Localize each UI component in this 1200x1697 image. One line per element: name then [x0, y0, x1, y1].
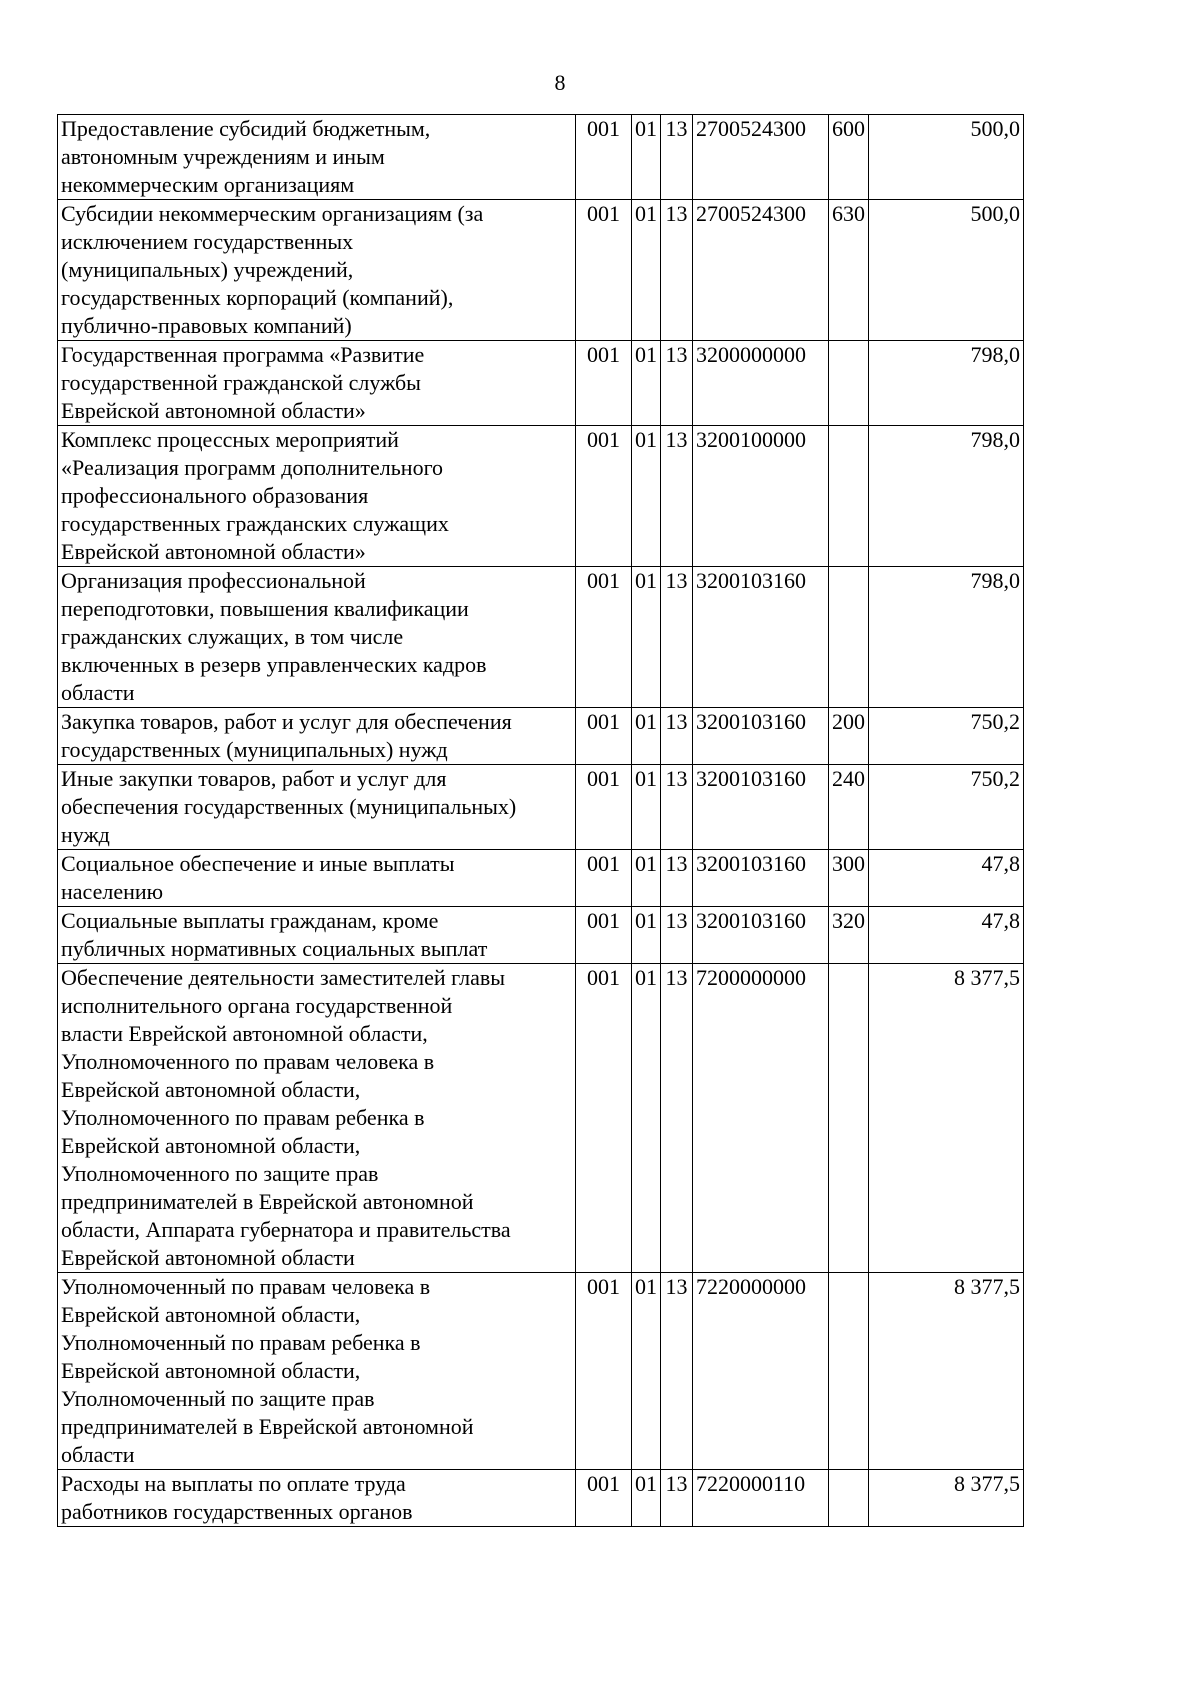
table-row — [58, 765, 1024, 850]
amount-cell: 47,8 — [869, 850, 1024, 907]
table-row — [58, 200, 1024, 341]
subsection-code-cell: 13 — [661, 964, 693, 1273]
section-code-cell: 01 — [632, 341, 661, 426]
expense-type-code-cell — [829, 426, 869, 567]
target-item-code-cell: 3200103160 — [693, 850, 829, 907]
row-name-cell: Закупка товаров, работ и услуг для обеспечения государственных (муниципальных) нужд — [58, 708, 576, 765]
row-name-cell: Иные закупки товаров, работ и услуг для обеспечения государственных (муниципальных) нужд — [58, 765, 576, 850]
section-code-cell: 01 — [632, 115, 661, 200]
section-code-cell: 01 — [632, 426, 661, 567]
amount-cell: 750,2 — [869, 765, 1024, 850]
section-code-cell: 01 — [632, 850, 661, 907]
expense-type-code-cell — [829, 567, 869, 708]
table-row — [58, 964, 1024, 1273]
subsection-code-cell: 13 — [661, 115, 693, 200]
page-number: 8 — [554, 70, 566, 95]
subsection-code-cell: 13 — [661, 708, 693, 765]
subsection-code-cell: 13 — [661, 1273, 693, 1470]
target-item-code-cell: 3200103160 — [693, 567, 829, 708]
row-name-cell: Субсидии некоммерческим организациям (за исключением государственных (муниципальных) учреждений, государственных корпораций (компаний), публично-правовых компаний) — [58, 200, 576, 341]
target-item-code-cell: 3200103160 — [693, 765, 829, 850]
budget-table — [57, 114, 1024, 1527]
row-name-cell: Организация профессиональной переподготовки, повышения квалификации гражданских служащих, в том числе включенных в резерв управленческих кадров области — [58, 567, 576, 708]
row-name-cell: Комплекс процессных мероприятий «Реализация программ дополнительного профессионального образования государственных гражданских служащих Еврейской автономной области» — [58, 426, 576, 567]
grbs-code-cell: 001 — [576, 708, 632, 765]
target-item-code-cell: 7220000000 — [693, 1273, 829, 1470]
row-name-cell: Расходы на выплаты по оплате труда работников государственных органов — [58, 1470, 576, 1527]
expense-type-code-cell: 600 — [829, 115, 869, 200]
grbs-code-cell: 001 — [576, 115, 632, 200]
grbs-code-cell: 001 — [576, 765, 632, 850]
section-code-cell: 01 — [632, 708, 661, 765]
target-item-code-cell: 7200000000 — [693, 964, 829, 1273]
amount-cell: 798,0 — [869, 567, 1024, 708]
expense-type-code-cell: 300 — [829, 850, 869, 907]
table-row — [58, 426, 1024, 567]
amount-cell: 798,0 — [869, 341, 1024, 426]
table-row — [58, 907, 1024, 964]
section-code-cell: 01 — [632, 964, 661, 1273]
grbs-code-cell: 001 — [576, 964, 632, 1273]
section-code-cell: 01 — [632, 1470, 661, 1527]
expense-type-code-cell: 320 — [829, 907, 869, 964]
row-name-cell: Обеспечение деятельности заместителей главы исполнительного органа государственной власти Еврейской автономной области, Уполномоченного по правам человека в Еврейской автономной области, Уполномоченного по правам ребенка в Еврейской автономной области, Уполномоченного по защите прав предпринимателей в Еврейской автономной области, Аппарата губернатора и правительства Еврейской автономной области — [58, 964, 576, 1273]
expense-type-code-cell — [829, 341, 869, 426]
table-row — [58, 708, 1024, 765]
amount-cell: 8 377,5 — [869, 964, 1024, 1273]
row-name-cell: Уполномоченный по правам человека в Еврейской автономной области, Уполномоченный по правам ребенка в Еврейской автономной области, Уполномоченный по защите прав предпринимателей в Еврейской автономной области — [58, 1273, 576, 1470]
amount-cell: 8 377,5 — [869, 1470, 1024, 1527]
target-item-code-cell: 2700524300 — [693, 200, 829, 341]
amount-cell: 798,0 — [869, 426, 1024, 567]
amount-cell: 750,2 — [869, 708, 1024, 765]
grbs-code-cell: 001 — [576, 567, 632, 708]
table-row — [58, 850, 1024, 907]
expense-type-code-cell: 200 — [829, 708, 869, 765]
subsection-code-cell: 13 — [661, 426, 693, 567]
target-item-code-cell: 2700524300 — [693, 115, 829, 200]
expense-type-code-cell: 240 — [829, 765, 869, 850]
grbs-code-cell: 001 — [576, 1470, 632, 1527]
section-code-cell: 01 — [632, 200, 661, 341]
expense-type-code-cell — [829, 1470, 869, 1527]
target-item-code-cell: 7220000110 — [693, 1470, 829, 1527]
subsection-code-cell: 13 — [661, 567, 693, 708]
grbs-code-cell: 001 — [576, 200, 632, 341]
row-name-cell: Государственная программа «Развитие государственной гражданской службы Еврейской автономной области» — [58, 341, 576, 426]
subsection-code-cell: 13 — [661, 200, 693, 341]
section-code-cell: 01 — [632, 567, 661, 708]
section-code-cell: 01 — [632, 907, 661, 964]
grbs-code-cell: 001 — [576, 907, 632, 964]
table-body — [58, 115, 1024, 1527]
amount-cell: 47,8 — [869, 907, 1024, 964]
grbs-code-cell: 001 — [576, 426, 632, 567]
grbs-code-cell: 001 — [576, 850, 632, 907]
section-code-cell: 01 — [632, 765, 661, 850]
amount-cell: 500,0 — [869, 200, 1024, 341]
expense-type-code-cell: 630 — [829, 200, 869, 341]
row-name-cell: Социальные выплаты гражданам, кроме публичных нормативных социальных выплат — [58, 907, 576, 964]
grbs-code-cell: 001 — [576, 341, 632, 426]
subsection-code-cell: 13 — [661, 1470, 693, 1527]
amount-cell: 500,0 — [869, 115, 1024, 200]
subsection-code-cell: 13 — [661, 341, 693, 426]
target-item-code-cell: 3200100000 — [693, 426, 829, 567]
amount-cell: 8 377,5 — [869, 1273, 1024, 1470]
expense-type-code-cell — [829, 1273, 869, 1470]
target-item-code-cell: 3200103160 — [693, 907, 829, 964]
subsection-code-cell: 13 — [661, 907, 693, 964]
section-code-cell: 01 — [632, 1273, 661, 1470]
subsection-code-cell: 13 — [661, 850, 693, 907]
table-row — [58, 567, 1024, 708]
table-row — [58, 1273, 1024, 1470]
row-name-cell: Социальное обеспечение и иные выплаты населению — [58, 850, 576, 907]
grbs-code-cell: 001 — [576, 1273, 632, 1470]
row-name-cell: Предоставление субсидий бюджетным, автономным учреждениям и иным некоммерческим организациям — [58, 115, 576, 200]
table-row — [58, 1470, 1024, 1527]
target-item-code-cell: 3200000000 — [693, 341, 829, 426]
target-item-code-cell: 3200103160 — [693, 708, 829, 765]
subsection-code-cell: 13 — [661, 765, 693, 850]
expense-type-code-cell — [829, 964, 869, 1273]
table-row — [58, 341, 1024, 426]
table-row — [58, 115, 1024, 200]
